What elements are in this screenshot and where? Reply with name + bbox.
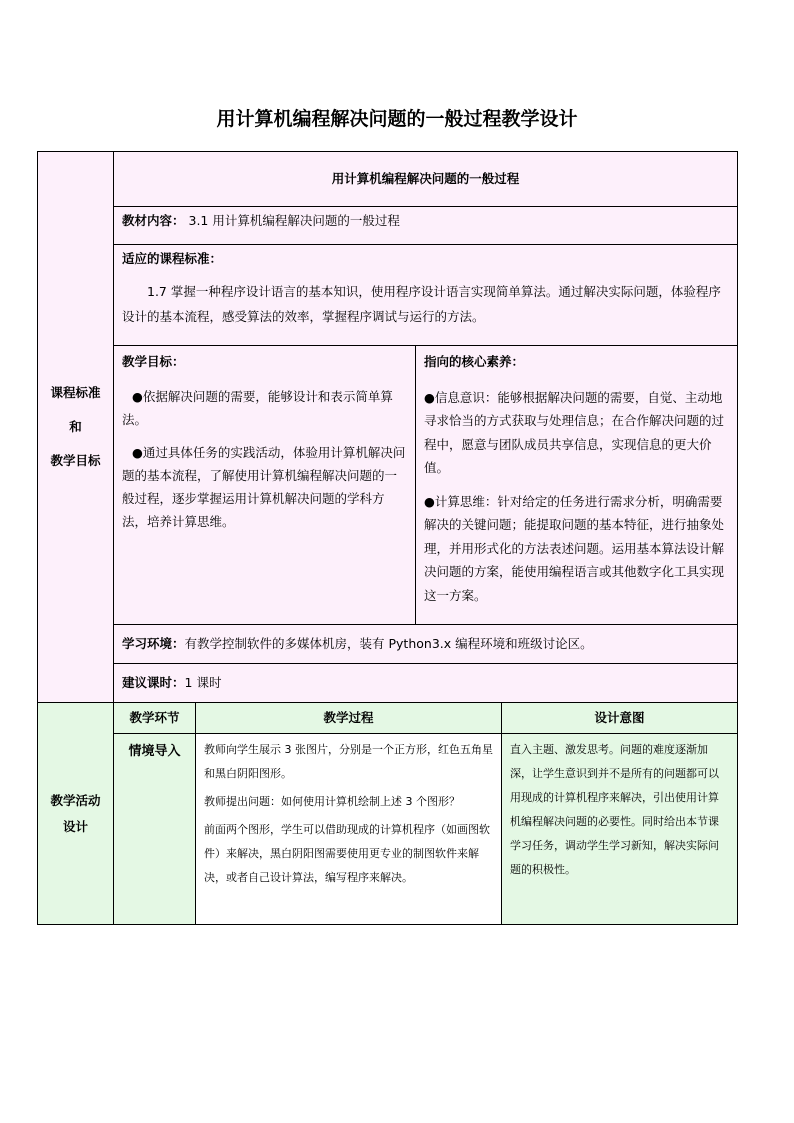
- curriculum-standard-row: [114, 245, 738, 346]
- intent-cell: [502, 734, 738, 925]
- teaching-goals-label: 教学目标：: [122, 354, 185, 369]
- textbook-content-row: [114, 207, 738, 245]
- learning-environment-value: 有教学控制软件的多媒体机房，装有 Python3.x 编程环境和班级讨论区。: [184, 636, 593, 651]
- textbook-content-label: 教材内容：: [122, 213, 185, 228]
- core-literacy-item: ●信息意识：能够根据解决问题的需要，自觉、主动地寻求恰当的方式获取与处理信息；在合作解决问题的过程中，愿意与团队成员共享信息，实现信息的更大价值。: [424, 389, 725, 475]
- standards-section-label: [38, 152, 114, 703]
- process-paragraph: 前面两个图形，学生可以借助现成的计算机程序（如画图软件）来解决，黑白阴阳图需要使用更专业的制图软件来解决，或者自己设计算法，编写程序来解决。: [204, 823, 490, 884]
- standards-label-line2: 和: [69, 419, 82, 434]
- textbook-content-value: 3.1 用计算机编程解决问题的一般过程: [184, 213, 400, 228]
- curriculum-standard-label: 适应的课程标准：: [122, 251, 223, 266]
- document-title: 用计算机编程解决问题的一般过程教学设计: [216, 108, 578, 130]
- teaching-goal-item: ●依据解决问题的需要，能够设计和表示简单算法。: [122, 389, 393, 427]
- activity-label-line2: 设计: [62, 818, 88, 834]
- activity-section-label: [38, 703, 114, 925]
- suggested-hours-value: 1 课时: [184, 675, 222, 690]
- process-cell: [196, 734, 502, 925]
- standards-label-line1: 课程标准: [50, 385, 101, 400]
- process-paragraph: 教师提出问题：如何使用计算机绘制上述 3 个图形？: [204, 795, 460, 808]
- learning-environment-label: 学习环境：: [122, 636, 185, 651]
- suggested-hours-row: [114, 664, 738, 703]
- standards-label-line3: 教学目标: [50, 453, 101, 468]
- stage-cell: 情境导入: [114, 734, 196, 925]
- lesson-title: 用计算机编程解决问题的一般过程: [114, 152, 738, 207]
- header-intent: 设计意图: [502, 703, 738, 734]
- intent-paragraph: 直入主题、激发思考。问题的难度逐渐加深，让学生意识到并不是所有的问题都可以用现成的计算机程序来解决，引出使用计算机编程解决问题的必要性。同时给出本节课学习任务，调动学生学习新知，解决实际问题的积极性。: [510, 743, 719, 876]
- header-process: 教学过程: [196, 703, 502, 734]
- activity-label-line1: 教学活动: [50, 792, 101, 808]
- suggested-hours-label: 建议课时：: [122, 675, 185, 690]
- curriculum-standard-text: 1.7 掌握一种程序设计语言的基本知识，使用程序设计语言实现简单算法。通过解决实际问题，体验程序设计的基本流程，感受算法的效率，掌握程序调试与运行的方法。: [122, 284, 721, 324]
- core-literacy-item: ●计算思维：针对给定的任务进行需求分析，明确需要解决的关键问题；能提取问题的基本特征，进行抽象处理，并用形式化的方法表述问题。运用基本算法设计解决问题的方案，能使用编程语言或其他数字化工具实现这一方案。: [424, 493, 725, 603]
- process-paragraph: 教师向学生展示 3 张图片，分别是一个正方形，红色五角星和黑白阴阳图形。: [204, 743, 493, 780]
- table-row: [38, 734, 738, 925]
- teaching-goals-cell: [114, 346, 416, 625]
- lesson-plan-table: [37, 151, 738, 925]
- header-stage: 教学环节: [114, 703, 196, 734]
- teaching-goal-item: ●通过具体任务的实践活动，体验用计算机解决问题的基本流程，了解使用计算机编程解决问题的一般过程，逐步掌握运用计算机解决问题的学科方法，培养计算思维。: [122, 445, 406, 529]
- learning-environment-row: [114, 625, 738, 664]
- core-literacy-label: 指向的核心素养：: [424, 354, 525, 369]
- core-literacy-cell: [416, 346, 738, 625]
